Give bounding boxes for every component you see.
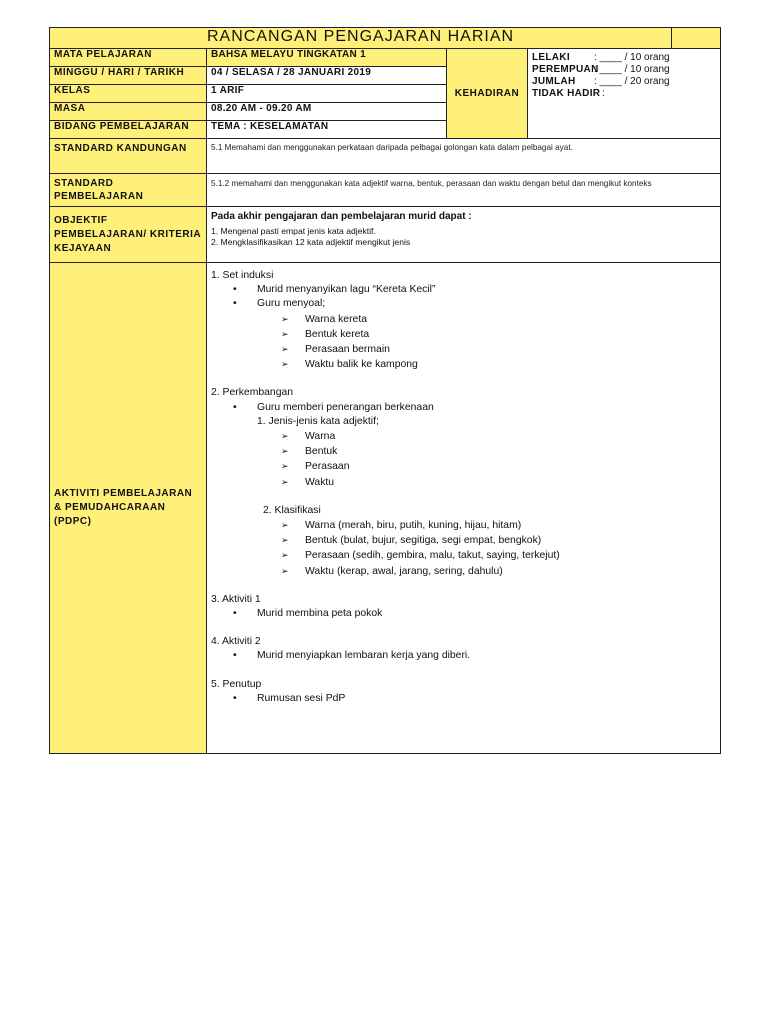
subject-label: MATA PELAJARAN <box>50 49 207 67</box>
document-title: RANCANGAN PENGAJARAN HARIAN <box>50 28 672 49</box>
activity-section-1: 1. Set induksi <box>211 270 274 281</box>
attendance-row-boys: LELAKI : ____ / 10 orang <box>532 52 670 63</box>
learning-standard-text: 5.1.2 memahami dan menggunakan kata adjektif warna, bentuk, perasaan dan waktu dengan betul dan mengikut konteks <box>207 174 721 207</box>
week-day-date-value: 04 / SELASA / 28 JANUARI 2019 <box>207 67 447 85</box>
sub-heading: 2. Klasifikasi <box>263 504 321 516</box>
list-item: • Murid menyanyikan lagu “Kereta Kecil” <box>233 284 436 296</box>
list-item: ➢ Perasaan (sedih, gembira, malu, takut, saying, terkejut) <box>281 550 560 562</box>
time-value: 08.20 AM - 09.20 AM <box>207 103 447 121</box>
list-item: ➢ Warna <box>281 431 336 443</box>
list-item: ➢ Waktu (kerap, awal, jarang, sering, dahulu) <box>281 565 503 577</box>
activity-cell <box>207 263 721 754</box>
list-item: ➢ Bentuk (bulat, bujur, segitiga, segi empat, bengkok) <box>281 535 542 547</box>
learning-area-value: TEMA : KESELAMATAN <box>207 121 447 139</box>
time-label: MASA <box>50 103 207 121</box>
objective-item: 1. Mengenal pasti empat jenis kata adjektif. <box>211 226 376 236</box>
attendance-row-total: JUMLAH : ____ / 20 orang <box>532 76 670 87</box>
list-item: • Murid menyiapkan lembaran kerja yang diberi. <box>233 650 471 662</box>
objective-list <box>211 226 716 248</box>
lesson-plan-sheet <box>49 27 720 754</box>
activity-label: AKTIVITI PEMBELAJARAN & PEMUDAHCARAAN (PDPC) <box>50 263 207 754</box>
list-item: ➢ Warna (merah, biru, putih, kuning, hijau, hitam) <box>281 520 522 532</box>
list-item: • Murid membina peta pokok <box>233 608 383 620</box>
class-label: KELAS <box>50 85 207 103</box>
learning-area-label: BIDANG PEMBELAJARAN <box>50 121 207 139</box>
objective-label: OBJEKTIF PEMBELAJARAN/ KRITERIA KEJAYAAN <box>50 207 207 263</box>
attendance-label: KEHADIRAN <box>447 49 528 139</box>
week-day-date-label: MINGGU / HARI / TARIKH <box>50 67 207 85</box>
attendance-row-absent: TIDAK HADIR : <box>532 88 605 99</box>
content-standard-text: 5.1 Memahami dan menggunakan perkataan daripada pelbagai golongan kata dalam pelbagai ayat. <box>207 139 721 174</box>
sub-heading: 1. Jenis-jenis kata adjektif; <box>257 415 379 427</box>
lesson-plan-table <box>49 27 721 754</box>
list-item: ➢ Bentuk <box>281 446 338 458</box>
list-item: ➢ Waktu balik ke kampong <box>281 359 418 371</box>
attendance-block <box>528 49 721 139</box>
objective-heading: Pada akhir pengajaran dan pembelajaran murid dapat : <box>211 211 472 222</box>
list-item: • Guru memberi penerangan berkenaan <box>233 401 434 413</box>
list-item: ➢ Waktu <box>281 476 335 488</box>
list-item: • Guru menyoal; <box>233 298 326 310</box>
activity-section-3: 3. Aktiviti 1 <box>211 593 261 605</box>
list-item: ➢ Perasaan <box>281 461 350 473</box>
subject-value: BAHSA MELAYU TINGKATAN 1 <box>207 49 447 67</box>
title-blank-cell <box>672 28 721 49</box>
list-item: • Rumusan sesi PdP <box>233 692 346 704</box>
objective-item: 2. Mengklasifikasikan 12 kata adjektif mengikut jenis <box>211 237 411 247</box>
list-item: ➢ Perasaan bermain <box>281 344 390 356</box>
content-standard-label: STANDARD KANDUNGAN <box>50 139 207 174</box>
activity-section-5: 5. Penutup <box>211 678 262 690</box>
activity-section-2: 2. Perkembangan <box>211 387 294 399</box>
list-item: ➢ Bentuk kereta <box>281 328 370 340</box>
list-item: ➢ Warna kereta <box>281 313 367 325</box>
activity-section-4: 4. Aktiviti 2 <box>211 636 261 648</box>
objective-cell <box>207 207 721 263</box>
attendance-row-girls: PEREMPUAN : ____ / 10 orang <box>532 64 670 75</box>
learning-standard-label: STANDARD PEMBELAJARAN <box>50 174 207 207</box>
class-value: 1 ARIF <box>207 85 447 103</box>
